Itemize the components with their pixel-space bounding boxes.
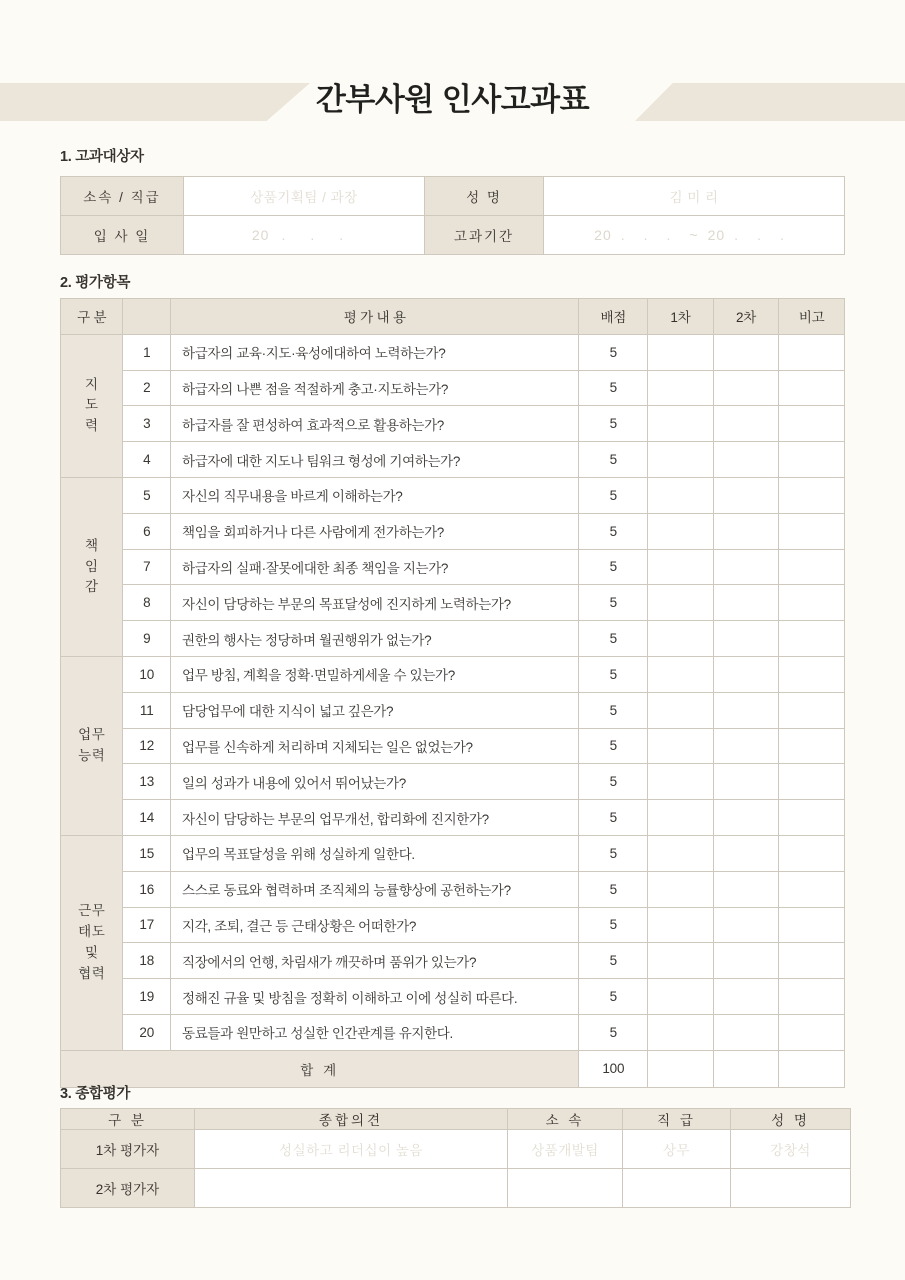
- item-score-second[interactable]: [713, 406, 779, 442]
- total-note[interactable]: [779, 1050, 845, 1087]
- item-number: 9: [123, 621, 171, 657]
- item-description: 책임을 회피하거나 다른 사람에게 전가하는가?: [171, 513, 579, 549]
- item-score-first[interactable]: [648, 656, 714, 692]
- item-points: 5: [579, 549, 648, 585]
- item-number: 17: [123, 907, 171, 943]
- field-name[interactable]: [731, 1169, 851, 1208]
- table-row: [61, 835, 845, 871]
- item-score-second[interactable]: [713, 871, 779, 907]
- item-description: 스스로 동료와 협력하며 조직체의 능률향상에 공헌하는가?: [171, 871, 579, 907]
- item-description: 업무를 신속하게 처리하며 지체되는 일은 없었는가?: [171, 728, 579, 764]
- field-dept[interactable]: [508, 1169, 623, 1208]
- field-rank[interactable]: [623, 1130, 731, 1169]
- item-note[interactable]: [779, 334, 845, 370]
- label-dept-rank: 소속 / 직급: [61, 177, 184, 216]
- hire-dot-3: .: [339, 227, 345, 243]
- table-row: [61, 1130, 851, 1169]
- item-group-label-line: 근무: [78, 903, 106, 918]
- table-row: [61, 585, 845, 621]
- item-group-label: [61, 334, 123, 477]
- table-row: [61, 907, 845, 943]
- field-dept-rank-placeholder: 상품기획팀 / 과장: [250, 190, 358, 205]
- item-note[interactable]: [779, 549, 845, 585]
- hire-dot-1: .: [281, 227, 287, 243]
- item-number: 12: [123, 728, 171, 764]
- item-note[interactable]: [779, 943, 845, 979]
- item-score-first[interactable]: [648, 477, 714, 513]
- period-end-year: 20: [707, 227, 726, 243]
- item-description: 하급자의 나쁜 점을 적절하게 충고·지도하는가?: [171, 370, 579, 406]
- table-row: [61, 216, 845, 255]
- item-description: 자신이 담당하는 부문의 목표달성에 진지하게 노력하는가?: [171, 585, 579, 621]
- item-number: 19: [123, 979, 171, 1015]
- title-banner: [0, 83, 905, 121]
- item-group-label: [61, 656, 123, 835]
- item-note[interactable]: [779, 692, 845, 728]
- item-group-label-line: 임: [84, 558, 99, 574]
- column-header-opinion: 종합의견: [195, 1109, 508, 1130]
- item-note[interactable]: [779, 406, 845, 442]
- field-rank[interactable]: [623, 1169, 731, 1208]
- item-number: 6: [123, 513, 171, 549]
- item-note[interactable]: [779, 621, 845, 657]
- item-group-label: [61, 835, 123, 1050]
- item-score-first[interactable]: [648, 549, 714, 585]
- item-number: 10: [123, 656, 171, 692]
- item-score-first[interactable]: [648, 370, 714, 406]
- column-header-note: 비고: [779, 299, 845, 335]
- table-row: [61, 764, 845, 800]
- item-score-first[interactable]: [648, 979, 714, 1015]
- total-score-first[interactable]: [648, 1050, 714, 1087]
- item-description: 일의 성과가 내용에 있어서 뛰어났는가?: [171, 764, 579, 800]
- overall-evaluation-table: [60, 1108, 851, 1208]
- label-name: 성 명: [425, 177, 544, 216]
- table-row: [61, 177, 845, 216]
- item-group-label-line: 력: [84, 418, 99, 434]
- item-score-second[interactable]: [713, 334, 779, 370]
- column-header-name: 성 명: [731, 1109, 851, 1130]
- item-description: 하급자에 대한 지도나 팀워크 형성에 기여하는가?: [171, 442, 579, 478]
- item-description: 자신의 직무내용을 바르게 이해하는가?: [171, 477, 579, 513]
- item-note[interactable]: [779, 907, 845, 943]
- item-score-first[interactable]: [648, 764, 714, 800]
- item-number: 15: [123, 835, 171, 871]
- item-score-second[interactable]: [713, 907, 779, 943]
- label-hire-date: 입 사 일: [61, 216, 184, 255]
- item-score-second[interactable]: [713, 943, 779, 979]
- item-score-first[interactable]: [648, 334, 714, 370]
- period-dot-5: .: [757, 227, 762, 243]
- column-header-rank: 직 급: [623, 1109, 731, 1130]
- table-row: [61, 692, 845, 728]
- item-description: 동료들과 원만하고 성실한 인간관계를 유지한다.: [171, 1014, 579, 1050]
- item-description: 하급자의 실패·잘못에대한 최종 책임을 지는가?: [171, 549, 579, 585]
- item-note[interactable]: [779, 728, 845, 764]
- item-note[interactable]: [779, 979, 845, 1015]
- item-number: 5: [123, 477, 171, 513]
- table-row: [61, 656, 845, 692]
- item-points: 5: [579, 513, 648, 549]
- field-name[interactable]: [731, 1130, 851, 1169]
- item-note[interactable]: [779, 585, 845, 621]
- item-number: 1: [123, 334, 171, 370]
- total-points: 100: [579, 1050, 648, 1087]
- field-dept[interactable]: [508, 1130, 623, 1169]
- item-points: 5: [579, 835, 648, 871]
- item-score-second[interactable]: [713, 692, 779, 728]
- item-score-second[interactable]: [713, 370, 779, 406]
- item-description: 직장에서의 언행, 차림새가 깨끗하며 품위가 있는가?: [171, 943, 579, 979]
- item-note[interactable]: [779, 513, 845, 549]
- item-description: 권한의 행사는 정당하며 월권행위가 없는가?: [171, 621, 579, 657]
- field-opinion-placeholder: 성실하고 리더십이 높음: [279, 1143, 423, 1158]
- item-note[interactable]: [779, 764, 845, 800]
- item-score-second[interactable]: [713, 477, 779, 513]
- rater-label: 2차 평가자: [61, 1169, 195, 1208]
- table-row: [61, 1169, 851, 1208]
- table-row: [61, 871, 845, 907]
- item-note[interactable]: [779, 800, 845, 836]
- period-dot-2: .: [643, 227, 649, 243]
- item-description: 자신이 담당하는 부문의 업무개선, 합리화에 진지한가?: [171, 800, 579, 836]
- item-group-label-line: 및: [84, 944, 99, 960]
- item-group-label-line: 책: [84, 537, 99, 553]
- table-row: [61, 943, 845, 979]
- item-points: 5: [579, 692, 648, 728]
- table-row: [61, 513, 845, 549]
- evaluation-items-table: [60, 298, 845, 1088]
- table-row: [61, 800, 845, 836]
- item-number: 13: [123, 764, 171, 800]
- item-score-second[interactable]: [713, 656, 779, 692]
- item-score-second[interactable]: [713, 979, 779, 1015]
- item-score-second[interactable]: [713, 835, 779, 871]
- period-separator: ~: [689, 227, 699, 243]
- column-header-number: [123, 299, 171, 335]
- item-number: 4: [123, 442, 171, 478]
- field-eval-period-placeholder: [594, 227, 794, 243]
- item-number: 18: [123, 943, 171, 979]
- field-hire-date[interactable]: [184, 216, 425, 255]
- field-name[interactable]: [544, 177, 845, 216]
- item-score-second[interactable]: [713, 1014, 779, 1050]
- item-description: 업무 방침, 계획을 정확·면밀하게세울 수 있는가?: [171, 656, 579, 692]
- column-header-division: 구 분: [61, 1109, 195, 1130]
- item-description: 하급자를 잘 편성하여 효과적으로 활용하는가?: [171, 406, 579, 442]
- column-header-points: 배점: [579, 299, 648, 335]
- item-number: 7: [123, 549, 171, 585]
- item-score-first[interactable]: [648, 943, 714, 979]
- item-number: 11: [123, 692, 171, 728]
- column-header-second-round: 2차: [713, 299, 779, 335]
- field-name-placeholder: 김 미 리: [669, 190, 719, 205]
- table-row: [61, 406, 845, 442]
- item-note[interactable]: [779, 477, 845, 513]
- hire-dot-2: .: [310, 227, 316, 243]
- item-score-first[interactable]: [648, 442, 714, 478]
- item-points: 5: [579, 907, 648, 943]
- item-score-second[interactable]: [713, 585, 779, 621]
- item-points: 5: [579, 442, 648, 478]
- field-eval-period[interactable]: [544, 216, 845, 255]
- label-eval-period: 고과기간: [425, 216, 544, 255]
- item-description: 하급자의 교육·지도·육성에대하여 노력하는가?: [171, 334, 579, 370]
- item-points: 5: [579, 656, 648, 692]
- total-label: 합 계: [61, 1050, 579, 1087]
- item-score-first[interactable]: [648, 585, 714, 621]
- table-row: [61, 621, 845, 657]
- table-row: [61, 979, 845, 1015]
- table-row: [61, 334, 845, 370]
- item-points: 5: [579, 728, 648, 764]
- item-points: 5: [579, 334, 648, 370]
- item-note[interactable]: [779, 871, 845, 907]
- item-score-first[interactable]: [648, 621, 714, 657]
- column-header-group: 구 분: [61, 299, 123, 335]
- item-note[interactable]: [779, 1014, 845, 1050]
- item-points: 5: [579, 871, 648, 907]
- period-dot-6: .: [779, 227, 785, 243]
- item-number: 20: [123, 1014, 171, 1050]
- item-score-first[interactable]: [648, 406, 714, 442]
- item-points: 5: [579, 585, 648, 621]
- item-group-label-line: 업무: [78, 727, 106, 743]
- target-info-table: [60, 176, 845, 255]
- item-score-first[interactable]: [648, 835, 714, 871]
- item-number: 2: [123, 370, 171, 406]
- item-score-second[interactable]: [713, 800, 779, 836]
- item-points: 5: [579, 621, 648, 657]
- item-points: 5: [579, 979, 648, 1015]
- column-header-first-round: 1차: [648, 299, 714, 335]
- hire-year: 20: [251, 227, 270, 243]
- item-score-second[interactable]: [713, 621, 779, 657]
- table-row: [61, 728, 845, 764]
- item-group-label-line: 지: [84, 376, 99, 392]
- item-score-second[interactable]: [713, 442, 779, 478]
- item-description: 담당업무에 대한 지식이 넓고 깊은가?: [171, 692, 579, 728]
- table-row: [61, 370, 845, 406]
- item-points: 5: [579, 1014, 648, 1050]
- field-dept-placeholder: 상품개발팀: [531, 1143, 599, 1158]
- item-note[interactable]: [779, 656, 845, 692]
- item-note[interactable]: [779, 370, 845, 406]
- item-score-second[interactable]: [713, 764, 779, 800]
- item-score-first[interactable]: [648, 871, 714, 907]
- field-opinion[interactable]: [195, 1130, 508, 1169]
- section-heading-target: 1. 고과대상자: [60, 149, 144, 165]
- table-row: [61, 549, 845, 585]
- item-points: 5: [579, 943, 648, 979]
- item-description: 업무의 목표달성을 위해 성실하게 일한다.: [171, 835, 579, 871]
- column-header-content: 평 가 내 용: [171, 299, 579, 335]
- table-row: [61, 1014, 845, 1050]
- item-number: 16: [123, 871, 171, 907]
- field-name-placeholder: 강창석: [770, 1143, 811, 1158]
- item-points: 5: [579, 477, 648, 513]
- item-note[interactable]: [779, 442, 845, 478]
- item-score-second[interactable]: [713, 513, 779, 549]
- field-opinion[interactable]: [195, 1169, 508, 1208]
- table-row: [61, 477, 845, 513]
- item-score-first[interactable]: [648, 692, 714, 728]
- rater-label: 1차 평가자: [61, 1130, 195, 1169]
- item-score-first[interactable]: [648, 513, 714, 549]
- item-score-first[interactable]: [648, 1014, 714, 1050]
- total-score-second[interactable]: [713, 1050, 779, 1087]
- table-total-row: [61, 1050, 845, 1087]
- item-points: 5: [579, 764, 648, 800]
- item-score-second[interactable]: [713, 728, 779, 764]
- item-group-label-line: 도: [84, 397, 99, 413]
- item-score-first[interactable]: [648, 800, 714, 836]
- section-heading-overall: 3. 종합평가: [60, 1086, 131, 1102]
- section-heading-items: 2. 평가항목: [60, 275, 131, 291]
- field-dept-rank[interactable]: [184, 177, 425, 216]
- field-rank-placeholder: 상무: [662, 1143, 691, 1158]
- item-group-label-line: 능력: [78, 747, 106, 763]
- item-group-label: [61, 477, 123, 656]
- item-score-second[interactable]: [713, 549, 779, 585]
- item-note[interactable]: [779, 835, 845, 871]
- column-header-dept: 소 속: [508, 1109, 623, 1130]
- period-start-year: 20: [594, 227, 612, 243]
- item-points: 5: [579, 800, 648, 836]
- item-group-label-line: 협력: [78, 965, 106, 981]
- item-points: 5: [579, 370, 648, 406]
- page-title: 간부사원 인사고과표: [315, 82, 590, 117]
- item-score-first[interactable]: [648, 728, 714, 764]
- table-row: [61, 442, 845, 478]
- item-description: 정해진 규율 및 방침을 정확히 이해하고 이에 성실히 따른다.: [171, 979, 579, 1015]
- item-number: 14: [123, 800, 171, 836]
- item-number: 8: [123, 585, 171, 621]
- table-header-row: [61, 299, 845, 335]
- item-description: 지각, 조퇴, 결근 등 근태상황은 어떠한가?: [171, 907, 579, 943]
- period-dot-3: .: [666, 227, 672, 243]
- item-score-first[interactable]: [648, 907, 714, 943]
- item-points: 5: [579, 406, 648, 442]
- period-dot-4: .: [734, 227, 740, 243]
- item-group-label-line: 감: [84, 579, 99, 595]
- field-hire-date-placeholder: [252, 227, 356, 243]
- item-number: 3: [123, 406, 171, 442]
- item-group-label-line: 태도: [78, 923, 106, 939]
- table-header-row: [61, 1109, 851, 1130]
- period-dot-1: .: [620, 227, 626, 243]
